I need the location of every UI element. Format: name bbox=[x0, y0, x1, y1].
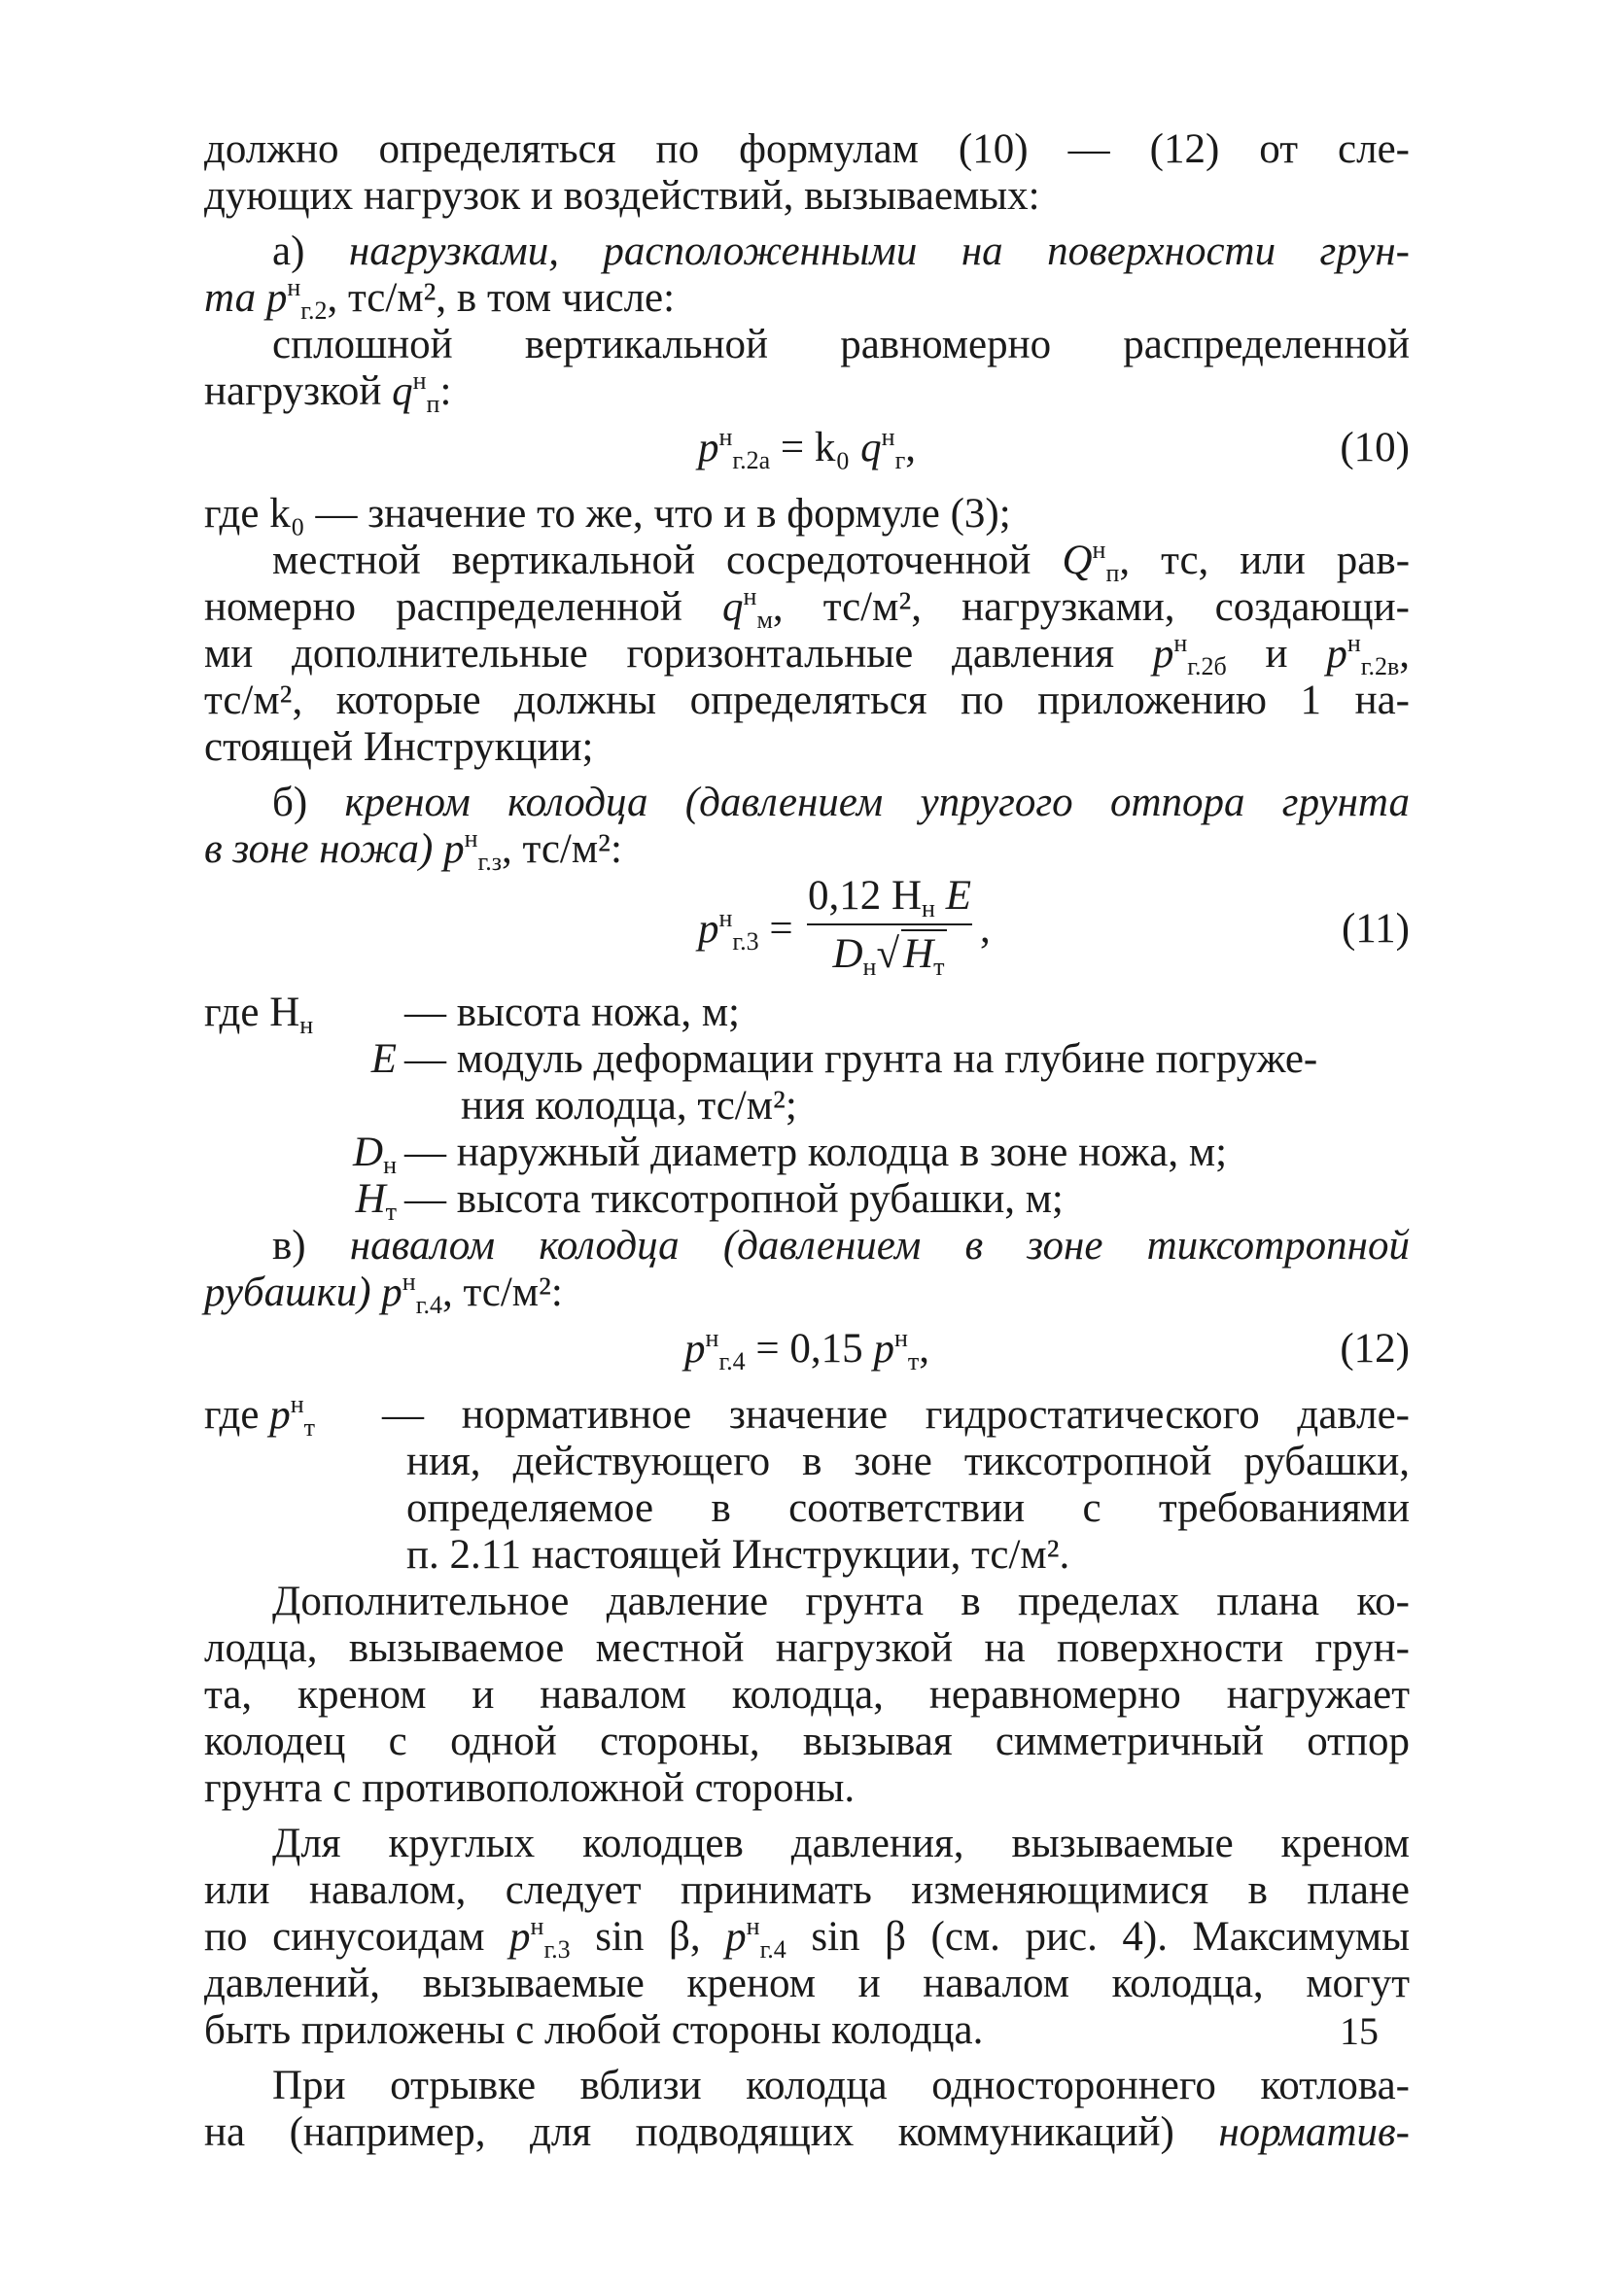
text-line: давлений, вызываемые креном и навалом колодца, могут bbox=[204, 1961, 1410, 2006]
text-line: та, креном и навалом колодца, неравномерно нагружает bbox=[204, 1672, 1410, 1718]
definition-symbol: E bbox=[370, 1036, 397, 1082]
formula-11-fraction bbox=[807, 873, 972, 981]
text-line: или навалом, следует принимать изменяющимися в плане bbox=[204, 1867, 1410, 1913]
text-line: ми дополнительные горизонтальные давления $p^н_{г.2б}$ и $p^н_{г.2в}$, bbox=[204, 629, 1410, 680]
definition-symbol: где $H_н$ bbox=[204, 990, 314, 1039]
text-line: по синусоидам $p^н_{г.3}$ sin β, $p^н_{г.4}$ sin β (см. рис. 4). Максимумы bbox=[204, 1912, 1410, 1964]
definition-item bbox=[204, 1130, 1410, 1179]
text-line: должно определяться по формулам (10) — (12) от сле- bbox=[204, 126, 1410, 172]
document-page bbox=[204, 126, 1410, 2156]
text-line: При отрывке вблизи колодца одностороннего котлова- bbox=[272, 2063, 1410, 2108]
definition-text: — модуль деформации грунта на глубине погруже- ния колодца, тс/м²; bbox=[404, 1036, 1318, 1129]
text-line: сплошной вертикальной равномерно распределенной bbox=[272, 322, 1410, 367]
formula-11 bbox=[204, 873, 1410, 990]
text-line: лодца, вызываемое местной нагрузкой на поверхности грун- bbox=[204, 1625, 1410, 1671]
text-line: грунта с противоположной стороны. bbox=[204, 1765, 856, 1811]
definition-text: — высота ножа, м; bbox=[404, 990, 741, 1035]
definition-text: — высота тиксотропной рубашки, м; bbox=[404, 1176, 1064, 1222]
item-b-line1: б) креном колодца (давлением упругого отпора грунта bbox=[272, 780, 1411, 825]
item-c-line1: в) навалом колодца (давлением в зоне тиксотропной bbox=[272, 1223, 1411, 1269]
formula-12-number: (12) bbox=[1340, 1326, 1410, 1372]
definitions-list-11 bbox=[204, 990, 1410, 1226]
item-c-line2: рубашки) $p^н_{г.4}$, тс/м²: bbox=[204, 1268, 563, 1319]
formula-11-number: (11) bbox=[1341, 906, 1410, 952]
definitions-list-12 bbox=[204, 1392, 1410, 1579]
text-line: номерно распределенной $q^н_м$, тс/м², нагрузками, создающи- bbox=[204, 582, 1411, 634]
definition-text: — нормативное значение гидростатического давле- ния, действующего в зоне тиксотропной рубашки, определяемое в соответствии с требованиями п. 2.11 настоящей Инструкции, тс/м². bbox=[382, 1392, 1410, 1578]
text-line: местной вертикальной сосредоточенной $Q^н_п$, тс, или рав- bbox=[272, 536, 1411, 587]
definition-item bbox=[204, 1392, 1410, 1579]
formula-10 bbox=[204, 415, 1410, 491]
item-a-line2: та $p^н_{г.2}$, тс/м², в том числе: bbox=[204, 273, 676, 325]
definition-symbol: $D_н$ bbox=[353, 1130, 397, 1179]
text-line: Дополнительное давление грунта в пределах плана ко- bbox=[272, 1579, 1410, 1624]
definition-item bbox=[204, 1176, 1410, 1226]
formula-11-denominator: $D_н√H_т$ bbox=[832, 931, 945, 981]
formula-11-lhs: $p^н_{г.3}$ = bbox=[698, 904, 793, 956]
definition-symbol: где $p^н_т$ bbox=[204, 1390, 316, 1442]
definition-item bbox=[204, 1036, 1410, 1130]
formula-11-comma: , bbox=[980, 906, 991, 952]
text-line: на (например, для подводящих коммуникаций) норматив- bbox=[204, 2109, 1410, 2155]
text-line: нагрузкой $q^н_п$: bbox=[204, 366, 452, 418]
text-line: дующих нагрузок и воздействий, вызываемых: bbox=[204, 173, 1040, 219]
text-line: колодец с одной стороны, вызывая симметричный отпор bbox=[204, 1719, 1410, 1764]
text-line: стоящей Инструкции; bbox=[204, 724, 594, 770]
text-line: где k₀ — значение то же, что и в формуле (3); bbox=[204, 491, 1011, 537]
item-b-line2: в зоне ножа) $p^н_{г.з}$, тс/м²: bbox=[204, 824, 622, 876]
text-line: Для круглых колодцев давления, вызываемые креном bbox=[272, 1821, 1410, 1866]
formula-12-expression: $p^н_{г.4} = 0,15$ $p^н_т$, bbox=[684, 1324, 929, 1375]
formula-10-number: (10) bbox=[1340, 425, 1410, 470]
formula-11-numerator: 0,12 $H_н$ E bbox=[807, 873, 972, 925]
item-a-line1: а) нагрузками, расположенными на поверхности грун- bbox=[272, 228, 1410, 274]
definition-symbol: $H_т$ bbox=[355, 1176, 397, 1226]
page-number: 15 bbox=[1340, 2009, 1379, 2053]
text-line: тс/м², которые должны определяться по приложению 1 на- bbox=[204, 678, 1410, 723]
formula-12 bbox=[204, 1316, 1410, 1392]
formula-10-expression: $p^н_{г.2а} = k_0$ $q^н_г$, bbox=[697, 423, 917, 474]
definition-text: — наружный диаметр колодца в зоне ножа, м; bbox=[404, 1130, 1228, 1175]
text-line: быть приложены с любой стороны колодца. bbox=[204, 2007, 984, 2053]
definition-item bbox=[204, 990, 1410, 1039]
